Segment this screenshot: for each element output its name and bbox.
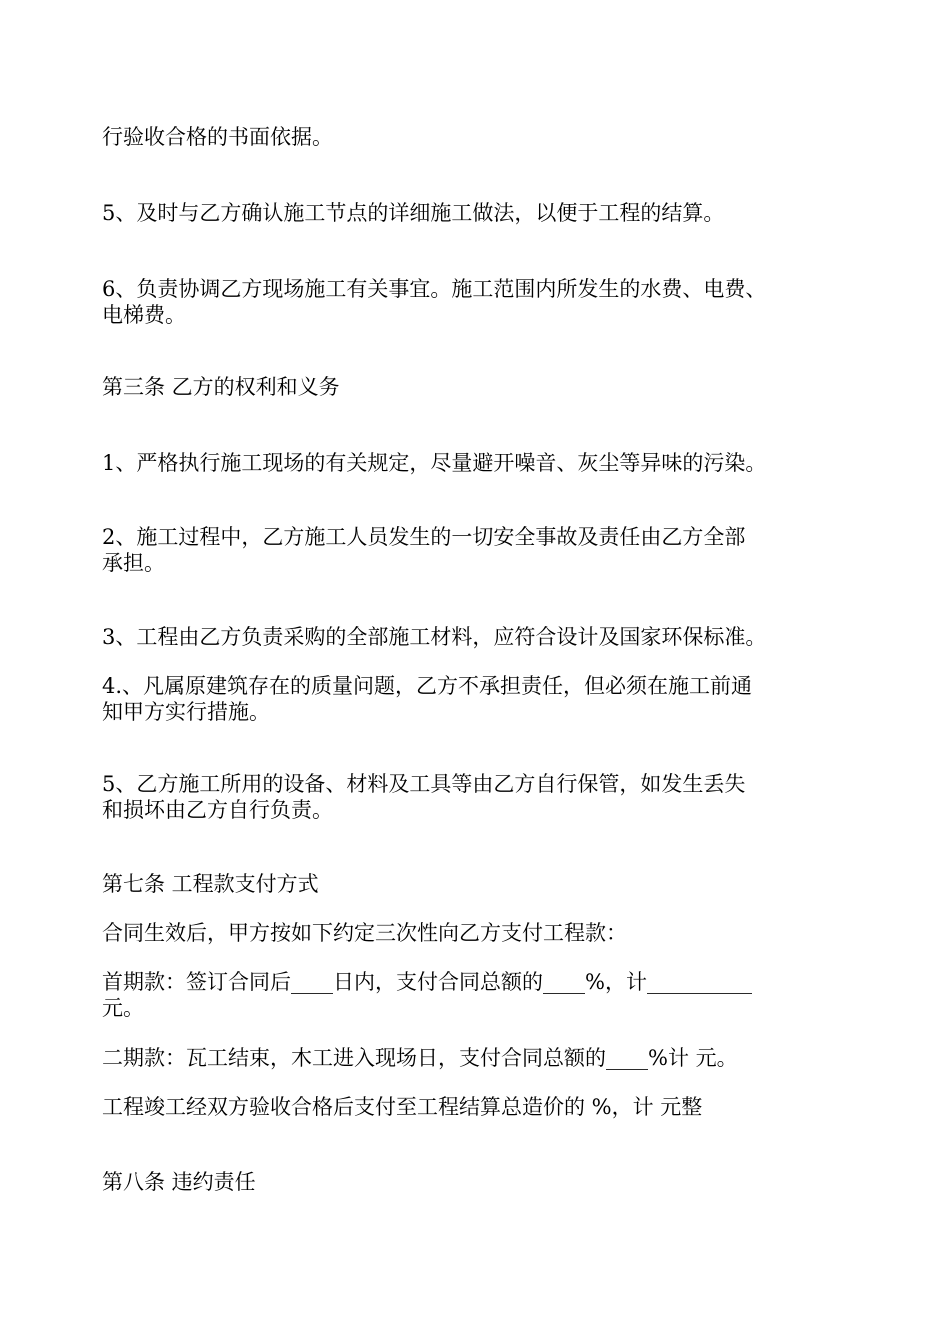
paragraph-item-5-equipment (102, 771, 862, 823)
text-line: 和损坏由乙方自行负责。 (102, 798, 333, 822)
text-line: 元。 (102, 996, 144, 1020)
paragraph-first-payment (102, 969, 862, 1021)
text-line: 第七条 工程款支付方式 (102, 872, 319, 896)
text-line: 首期款：签订合同后____日内，支付合同总额的____%，计__________ (102, 970, 752, 994)
paragraph-second-payment (102, 1045, 862, 1071)
section-heading-article-3 (102, 374, 862, 400)
paragraph-payment-intro (102, 920, 862, 946)
text-line: 4.、凡属原建筑存在的质量问题，乙方不承担责任，但必须在施工前通 (102, 674, 753, 698)
text-line: 知甲方实行措施。 (102, 700, 270, 724)
text-line: 6、负责协调乙方现场施工有关事宜。施工范围内所发生的水费、电费、 (102, 277, 767, 301)
text-line: 合同生效后，甲方按如下约定三次性向乙方支付工程款： (102, 921, 627, 945)
text-line: 5、乙方施工所用的设备、材料及工具等由乙方自行保管，如发生丢失 (102, 772, 746, 796)
text-line: 二期款：瓦工结束，木工进入现场日，支付合同总额的____%计 元。 (102, 1046, 738, 1070)
text-line: 行验收合格的书面依据。 (102, 125, 333, 149)
paragraph-item-6-coordinate (102, 276, 862, 328)
text-line: 承担。 (102, 551, 165, 575)
text-line: 工程竣工经双方验收合格后支付至工程结算总造价的 %，计 元整 (102, 1095, 703, 1119)
text-line: 第八条 违约责任 (102, 1170, 256, 1194)
text-line: 5、及时与乙方确认施工节点的详细施工做法，以便于工程的结算。 (102, 201, 725, 225)
section-heading-article-8 (102, 1169, 862, 1195)
section-heading-article-7 (102, 871, 862, 897)
paragraph-item-1-regulations (102, 450, 862, 476)
paragraph-item-2-safety (102, 524, 862, 576)
paragraph-item-3-materials (102, 624, 862, 650)
text-line: 3、工程由乙方负责采购的全部施工材料，应符合设计及国家环保标准。 (102, 625, 767, 649)
paragraph-item-4-quality (102, 673, 862, 725)
paragraph-final-payment (102, 1094, 862, 1120)
text-line: 1、严格执行施工现场的有关规定，尽量避开噪音、灰尘等异味的污染。 (102, 451, 767, 475)
paragraph-item-5-confirm-method (102, 200, 862, 226)
text-line: 第三条 乙方的权利和义务 (102, 375, 340, 399)
paragraph-acceptance-basis (102, 124, 862, 150)
text-line: 电梯费。 (102, 303, 186, 327)
text-line: 2、施工过程中，乙方施工人员发生的一切安全事故及责任由乙方全部 (102, 525, 746, 549)
